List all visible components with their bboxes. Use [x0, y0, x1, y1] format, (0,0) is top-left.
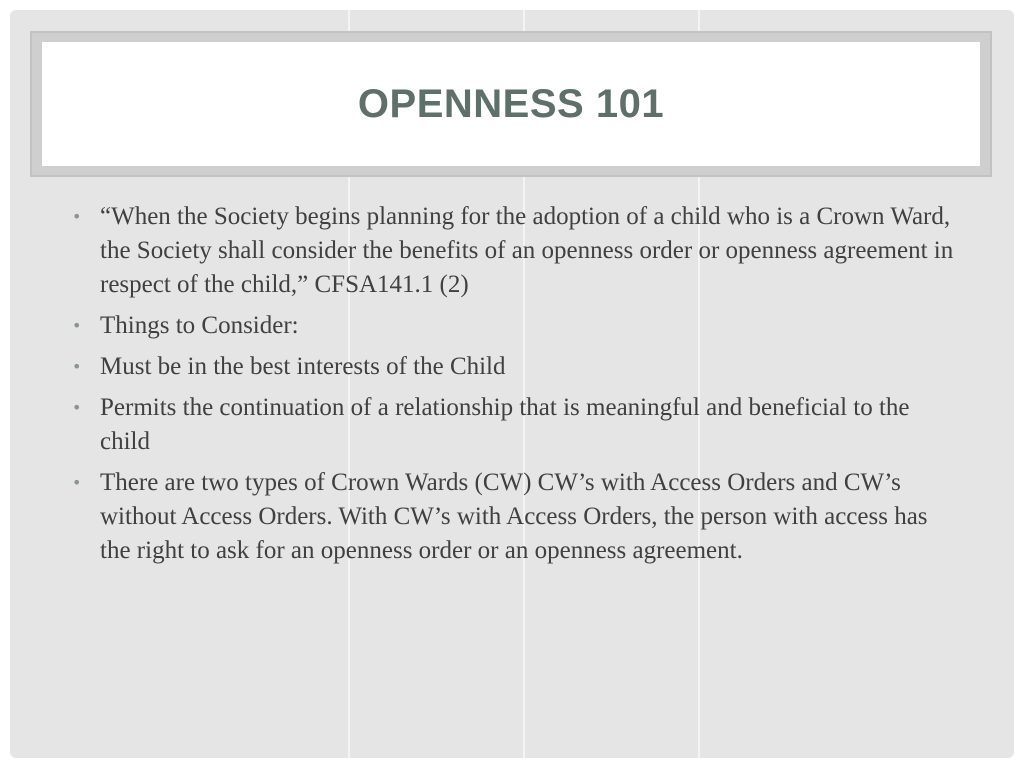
list-item [70, 309, 960, 343]
list-item [70, 391, 960, 459]
title-box [42, 42, 980, 166]
bullet-icon: • [72, 357, 82, 376]
bullet-text: Things to Consider: [100, 312, 299, 339]
bullet-icon: • [72, 207, 82, 226]
bullet-list [70, 200, 960, 575]
bullet-icon: • [72, 316, 82, 335]
bullet-icon: • [72, 473, 82, 492]
bullet-icon: • [72, 398, 82, 417]
list-item [70, 466, 960, 568]
bullet-text: Permits the continuation of a relationship that is meaningful and beneficial to the child [100, 394, 910, 455]
bullet-text: There are two types of Crown Wards (CW) CW’s with Access Orders and CW’s without Access Orders. With CW’s with Access Orders, the person with access has the right to ask for an openness order or an openness agreement. [100, 469, 928, 564]
bullet-text: Must be in the best interests of the Child [100, 353, 506, 380]
list-item [70, 200, 960, 302]
bullet-text: “When the Society begins planning for the adoption of a child who is a Crown Ward, the Society shall consider the benefits of an openness order or openness agreement in respect of the child,” CFSA141.1 (2) [100, 203, 954, 298]
title-frame [30, 31, 992, 177]
list-item [70, 350, 960, 384]
slide-title: OPENNESS 101 [357, 81, 665, 126]
slide [10, 10, 1014, 758]
